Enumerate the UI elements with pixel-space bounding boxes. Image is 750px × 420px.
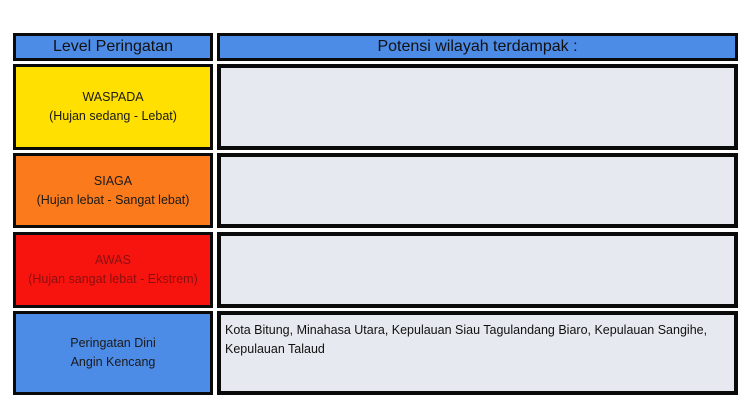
area-cell-angin-kencang (217, 311, 738, 395)
level-cell-angin-kencang (13, 311, 213, 395)
level-cell-siaga (13, 153, 213, 228)
area-text: Kota Bitung, Minahasa Utara, Kepulauan Siau Tagulandang Biaro, Kepulauan Sangihe, Kepulauan Talaud (225, 323, 708, 356)
level-cell-awas (13, 232, 213, 308)
level-desc: Angin Kencang (70, 355, 156, 369)
level-desc: (Hujan sangat lebat - Ekstrem) (28, 272, 198, 286)
header-level-label: Level Peringatan (52, 38, 174, 55)
area-cell-awas (217, 232, 738, 308)
header-potensi-wilayah (217, 33, 738, 61)
level-desc: (Hujan lebat - Sangat lebat) (36, 192, 190, 207)
level-cell-waspada (13, 64, 213, 150)
area-cell-waspada (217, 64, 738, 150)
level-name: SIAGA (93, 173, 133, 188)
level-name: WASPADA (82, 90, 144, 104)
level-desc: (Hujan sedang - Lebat) (49, 109, 177, 123)
level-name: Peringatan Dini (70, 336, 156, 350)
level-name: AWAS (95, 253, 131, 267)
area-cell-siaga (217, 153, 738, 228)
header-area-label: Potensi wilayah terdampak : (377, 38, 578, 55)
header-level-peringatan (13, 33, 213, 61)
